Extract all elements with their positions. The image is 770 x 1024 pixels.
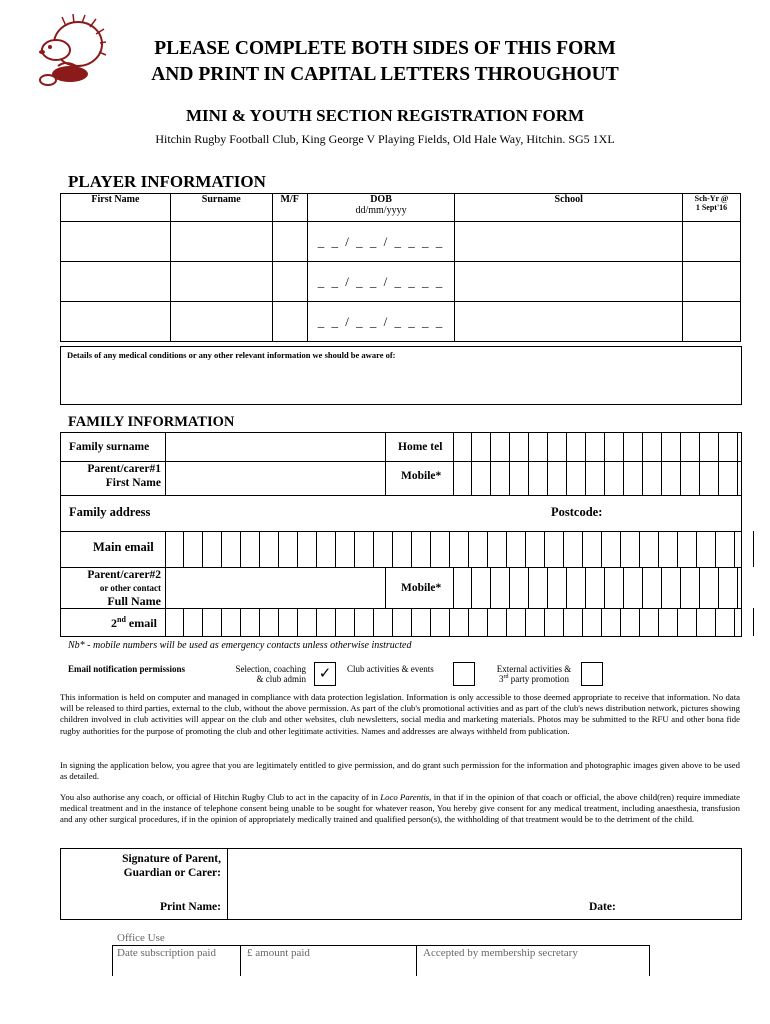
player3-schyr-field[interactable]	[683, 302, 741, 342]
medical-details-box[interactable]	[60, 346, 742, 405]
col-school: School	[455, 194, 683, 222]
player3-dob-field[interactable]: _ _ / _ _ / _ _ _ _	[307, 302, 455, 342]
office-col-date: Date subscription paid	[117, 947, 216, 959]
mobile-label: Mobile*	[401, 470, 442, 482]
second-email-field[interactable]	[166, 609, 740, 635]
instruction-line-2: AND PRINT IN CAPITAL LETTERS THROUGHOUT	[151, 64, 619, 85]
player1-surname-field[interactable]	[170, 222, 272, 262]
medical-consent-paragraph	[60, 792, 740, 826]
postcode-field[interactable]	[616, 496, 740, 530]
col-dob	[307, 194, 455, 222]
player2-schyr-field[interactable]	[683, 262, 741, 302]
player1-school-field[interactable]	[455, 222, 683, 262]
medical-consent-a: You also authorise any coach, or official of Hitchin Rugby Club to act in the capacity of in	[60, 792, 381, 802]
mobile-field[interactable]	[454, 462, 740, 494]
family-info-heading: FAMILY INFORMATION	[68, 414, 235, 430]
parent2-name-field[interactable]	[166, 568, 384, 607]
player2-mf-field[interactable]	[272, 262, 307, 302]
opt3-line2	[488, 674, 580, 684]
email-permissions-label: Email notification permissions	[68, 664, 186, 674]
col-dob-format: dd/mm/yyyy	[355, 205, 407, 216]
opt1-line2: & club admin	[256, 674, 306, 684]
postcode-label: Postcode:	[551, 505, 603, 519]
player2-first-name-field[interactable]	[61, 262, 171, 302]
club-address: Hitchin Rugby Football Club, King George V Playing Fields, Old Hale Way, Hitchin. SG5 1XL	[155, 132, 615, 146]
col-surname: Surname	[170, 194, 272, 222]
signature-field[interactable]	[228, 850, 740, 890]
family-surname-label: Family surname	[69, 441, 150, 453]
mobile-note: Nb* - mobile numbers will be used as emergency contacts unless otherwise instructed	[68, 640, 412, 651]
player1-mf-field[interactable]	[272, 222, 307, 262]
medical-details-label: Details of any medical conditions or any other relevant information we should be aware of:	[67, 350, 396, 360]
opt1-line1: Selection, coaching	[235, 664, 306, 674]
player-table	[60, 193, 741, 342]
opt3-sup: rd	[503, 674, 509, 680]
full-name-label: Full Name	[107, 594, 161, 608]
opt3-num: 3	[499, 674, 504, 684]
other-contact-label: or other contact	[99, 583, 161, 593]
player2-surname-field[interactable]	[170, 262, 272, 302]
instruction-line-1: PLEASE COMPLETE BOTH SIDES OF THIS FORM	[154, 38, 616, 59]
family-address-label: Family address	[69, 505, 151, 519]
family-surname-field[interactable]	[166, 434, 384, 460]
player2-dob-field[interactable]: _ _ / _ _ / _ _ _ _	[307, 262, 455, 302]
form-title: MINI & YOUTH SECTION REGISTRATION FORM	[185, 106, 585, 125]
col-mf: M/F	[272, 194, 307, 222]
player3-surname-field[interactable]	[170, 302, 272, 342]
col-schyr	[683, 194, 741, 222]
mobile2-field[interactable]	[454, 568, 740, 607]
player3-first-name-field[interactable]	[61, 302, 171, 342]
family-address-field[interactable]	[166, 496, 546, 530]
parent1-label: Parent/carer#1	[87, 463, 161, 475]
mobile2-label: Mobile*	[401, 582, 442, 594]
office-col-accepted: Accepted by membership secretary	[423, 947, 578, 959]
parent1-name-field[interactable]	[166, 462, 384, 494]
consent-paragraph: In signing the application below, you agree that you are legitimately entitled to give permission, and do grant such permission for the information and photographic images given above to be used as detailed.	[60, 760, 740, 782]
col-dob-label: DOB	[370, 194, 392, 205]
opt3-checkbox[interactable]	[581, 662, 603, 686]
family-info-box	[60, 432, 742, 637]
office-col-amount: £ amount paid	[247, 947, 310, 959]
col-schyr-2: 1 Sept'16	[695, 203, 728, 212]
date-field[interactable]	[626, 893, 738, 917]
signature-label-2: Guardian or Carer:	[123, 867, 221, 879]
opt1-label	[220, 664, 306, 684]
main-email-field[interactable]	[166, 532, 740, 566]
parent1-first-name-label: First Name	[105, 477, 161, 489]
opt2-checkbox[interactable]	[453, 662, 475, 686]
medical-consent-c: , in that if in the opinion of that coach or official, the above child(ren) require immediate medical treatment and in the instance of telephone consent being unable to be sought for whatever reason, You hereby give consent for any medical treatment, including anaesthesia, transfusion and any other surgical procedures, if in the opinion of appropriately medically trained and qualified person(s), the withholding of that treatment would be to the detriment of the child.	[60, 792, 741, 825]
print-name-field[interactable]	[228, 893, 578, 917]
opt3-label	[488, 664, 580, 684]
player1-dob-field[interactable]: _ _ / _ _ / _ _ _ _	[307, 222, 455, 262]
second-email-label	[111, 615, 157, 631]
date-label: Date:	[589, 901, 616, 913]
opt2-label: Club activities & events	[347, 664, 434, 674]
signature-box	[60, 848, 742, 920]
main-email-label: Main email	[93, 540, 154, 554]
home-tel-field[interactable]	[454, 434, 740, 460]
second-email-sup: nd	[117, 615, 126, 624]
office-use-heading: Office Use	[117, 932, 165, 944]
signature-label-1: Signature of Parent,	[122, 853, 221, 865]
office-use-table	[112, 945, 650, 976]
data-protection-paragraph: This information is held on computer and managed in compliance with data protection legislation. Information is only accessible to those deemed appropriate to receive that information. No data will be released to third parties, external to the club, without the above permission. As part of the club's promotional activities and as part of the club's news distribution network, pictures showing children involved in club activities will appear on the club and other websites, club newsletters, social media and marketing materials. Photos may be submitted to the RFU and other bona fide rugby authorities for the purpose of promoting the club and other legitimate activities. Names and addresses are always withheld from publication.	[60, 692, 740, 736]
player1-first-name-field[interactable]	[61, 222, 171, 262]
col-first-name: First Name	[61, 194, 171, 222]
second-email-text: email	[125, 616, 157, 630]
player1-schyr-field[interactable]	[683, 222, 741, 262]
opt1-checkbox[interactable]: ✓	[314, 662, 336, 686]
player3-school-field[interactable]	[455, 302, 683, 342]
parent2-label: Parent/carer#2	[87, 569, 161, 581]
opt3-text: party promotion	[508, 674, 569, 684]
home-tel-label: Home tel	[398, 441, 443, 453]
player3-mf-field[interactable]	[272, 302, 307, 342]
opt3-line1: External activities &	[496, 664, 572, 674]
loco-parentis: Loco Parentis	[380, 792, 430, 802]
player2-school-field[interactable]	[455, 262, 683, 302]
print-name-label: Print Name:	[160, 901, 221, 913]
second-email-num: 2	[111, 616, 117, 630]
player-info-heading: PLAYER INFORMATION	[68, 172, 266, 191]
col-schyr-1: Sch-Yr @	[694, 194, 729, 203]
